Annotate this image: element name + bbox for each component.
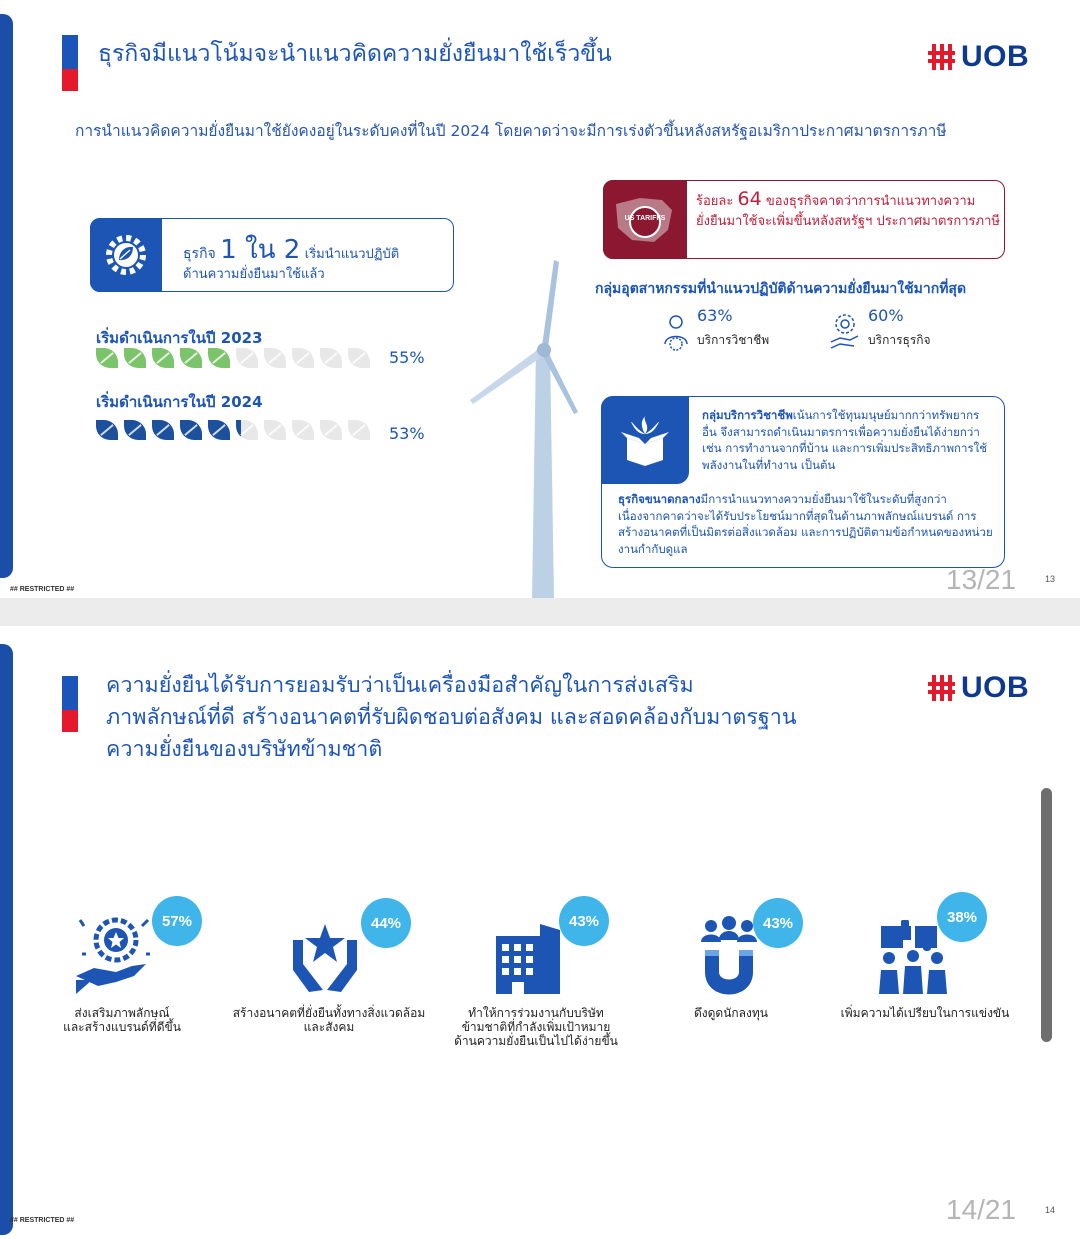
feature-attract-investors [631, 896, 831, 1020]
slide-14 [0, 626, 1080, 1239]
caption-line: สร้างอนาคตที่ยั่งยืนทั้งทางสิ่งแวดล้อม [232, 1006, 426, 1020]
title-line: ความยั่งยืนของบริษัทข้ามชาติ [106, 737, 383, 762]
leaf-icon [208, 420, 230, 440]
puzzle-people-icon [875, 920, 951, 996]
business-service-icon [830, 312, 860, 352]
caption-line: ด้านความยั่งยืนเป็นไปได้ง่ายขึ้น [454, 1034, 618, 1048]
percent-bubble: 38% [937, 892, 987, 942]
page-number: 13 [1045, 574, 1056, 584]
stat-highlight: 1 ใน 2 [220, 235, 301, 265]
percent-bubble: 43% [753, 898, 803, 948]
leaf-icon [180, 348, 202, 368]
slide-subtitle: การนำแนวคิดความยั่งยืนมาใช้ยังคงอยู่ในระดับคงที่ในปี 2024 โดยคาดว่าจะมีการเร่งตัวขึ้นหลังสหรัฐอเมริกาประกาศมาตรการภาษี [75, 122, 947, 140]
industry-item-business [830, 306, 931, 352]
industry-item-professional [663, 306, 769, 354]
percent-2024: 53% [389, 424, 425, 443]
slide-left-rail [0, 14, 13, 578]
industry-percent: 60% [868, 306, 904, 325]
feature-caption [631, 1006, 831, 1020]
magnet-people-icon [697, 916, 761, 1000]
feature-caption [436, 1006, 636, 1048]
tariff-rest: ของธุรกิจคาดว่าการนำแนวทางความยั่งยืนมาใช้จะเพิ่มขึ้นหลังสหรัฐฯ ประกาศมาตรการภาษี [696, 194, 1000, 229]
stat-card [90, 218, 454, 292]
slide-title: ธุรกิจมีแนวโน้มจะนำแนวคิดความยั่งยืนมาใช้เร็วขึ้น [98, 41, 612, 67]
leaf-icon [208, 348, 230, 368]
info-paragraph-1 [702, 407, 992, 473]
tariff-pre: ร้อยละ [696, 194, 734, 209]
leaf-icon [152, 420, 174, 440]
open-box-plant-icon [601, 396, 689, 484]
uob-logo [928, 671, 1029, 705]
caption-line: ข้ามชาติที่กำลังเพิ่มเป้าหมาย [461, 1020, 611, 1034]
uob-logo-mark-icon [928, 44, 955, 70]
leaf-icon [320, 348, 342, 368]
caption-line: และสังคม [303, 1020, 355, 1034]
stat-suffix: เริ่มนำแนวปฏิบัติ [304, 247, 400, 262]
percent-2023: 55% [389, 348, 425, 367]
restricted-label: ## RESTRICTED ## [10, 586, 75, 593]
leaf-icon [292, 348, 314, 368]
leaf-rating-2023 [96, 348, 370, 370]
title-flag [62, 35, 78, 91]
caption-line: ดึงดูดนักลงทุน [693, 1006, 769, 1020]
gear-leaf-icon [90, 218, 162, 292]
leaf-icon [124, 420, 146, 440]
caption-line: และสร้างแบรนด์ที่ดีขึ้น [63, 1020, 181, 1034]
uob-logo-text: UOB [961, 40, 1030, 73]
feature-caption [825, 1006, 1025, 1020]
feature-caption [22, 1006, 222, 1034]
title-flag [62, 676, 78, 732]
hands-star-icon [289, 920, 361, 996]
leaf-icon [264, 348, 286, 368]
leaf-icon [236, 420, 258, 440]
building-icon [492, 920, 564, 996]
tariff-badge-text: US TARIFFS [624, 214, 666, 222]
leaf-icon [348, 420, 370, 440]
caption-line: ส่งเสริมภาพลักษณ์ [74, 1006, 170, 1020]
leaf-icon [96, 348, 118, 368]
feature-competitive-advantage [825, 896, 1025, 1020]
restricted-label: ## RESTRICTED ## [10, 1217, 75, 1224]
leaf-icon [236, 348, 258, 368]
wind-turbine-illustration [470, 260, 590, 598]
tariff-callout [603, 180, 1005, 259]
industry-title: กลุ่มอุตสาหกรรมที่นำแนวปฏิบัติด้านความยั่งยืนมาใช้มากที่สุด [595, 281, 967, 297]
leaf-icon [152, 348, 174, 368]
tariff-text [696, 189, 1002, 232]
leaf-icon [180, 420, 202, 440]
leaf-icon [292, 420, 314, 440]
industry-percent: 63% [697, 306, 733, 325]
tariff-number: 64 [737, 188, 762, 210]
industry-name: บริการธุรกิจ [868, 333, 931, 347]
info-p2-bold: ธุรกิจขนาดกลาง [618, 492, 701, 506]
industry-name: บริการวิชาชีพ [697, 333, 770, 347]
stat-card-line2: ด้านความยั่งยืนมาใช้แล้ว [183, 267, 325, 282]
stat-prefix: ธุรกิจ [183, 246, 216, 262]
uob-logo [928, 40, 1029, 74]
feature-caption [229, 1006, 429, 1034]
feature-sustainable-future [229, 896, 429, 1034]
info-p2-text: มีการนำแนวทางความยั่งยืนมาใช้ในระดับที่สูงกว่า เนื่องจากคาดว่าจะได้รับประโยชน์มากที่สุดในด้านภาพลักษณ์แบรนด์ การสร้างอนาคตที่เป็นมิตรต่อสิ่งแวดล้อม และการปฏิบัติตามข้อกำหนดของหน่วยงานกำกับดูแล [618, 492, 993, 556]
info-p1-bold: กลุ่มบริการวิชาชีพ [702, 408, 793, 422]
award-hand-icon [72, 910, 154, 1000]
feature-multinational-partnership [436, 896, 636, 1048]
slide-13 [0, 0, 1080, 598]
percent-bubble: 43% [559, 896, 609, 946]
page-number: 14 [1045, 1205, 1056, 1215]
caption-line: ทำให้การร่วมงานกับบริษัท [468, 1006, 604, 1020]
slide-left-rail [0, 644, 13, 1235]
percent-bubble: 57% [152, 896, 202, 946]
professional-service-icon [663, 314, 689, 354]
info-p1-text: เน้นการใช้ทุนมนุษย์มากกว่าทรัพยากรอื่น จึงสามารถดำเนินมาตรการเพื่อความยั่งยืนได้ง่ายกว่า เช่น การทำงานจากที่บ้าน และการเพิ่มประสิทธิภาพการใช้พลังงานในที่ทำงาน เป็นต้น [702, 408, 988, 472]
uob-logo-text: UOB [961, 671, 1030, 704]
year-2024-label: เริ่มดำเนินการในปี 2024 [96, 393, 263, 411]
leaf-rating-2024 [96, 420, 370, 442]
vertical-scrollbar[interactable] [1041, 788, 1052, 1042]
leaf-icon [348, 348, 370, 368]
info-box [601, 396, 1005, 568]
feature-brand-image [22, 896, 222, 1034]
leaf-icon [264, 420, 286, 440]
percent-bubble: 44% [361, 898, 411, 948]
us-tariffs-badge-icon [603, 180, 687, 259]
page-counter: 13/21 [946, 564, 1017, 595]
info-paragraph-2 [618, 491, 994, 557]
caption-line: เพิ่มความได้เปรียบในการแข่งขัน [840, 1006, 1010, 1020]
leaf-icon [124, 348, 146, 368]
leaf-icon [320, 420, 342, 440]
uob-logo-mark-icon [928, 675, 955, 701]
title-line: ความยั่งยืนได้รับการยอมรับว่าเป็นเครื่องมือสำคัญในการส่งเสริม [106, 673, 694, 698]
year-2023-label: เริ่มดำเนินการในปี 2023 [96, 329, 263, 347]
page-counter: 14/21 [946, 1194, 1017, 1225]
title-line: ภาพลักษณ์ที่ดี สร้างอนาคตที่รับผิดชอบต่อสังคม และสอดคล้องกับมาตรฐาน [106, 705, 797, 730]
leaf-icon [96, 420, 118, 440]
slide-title [106, 670, 797, 766]
